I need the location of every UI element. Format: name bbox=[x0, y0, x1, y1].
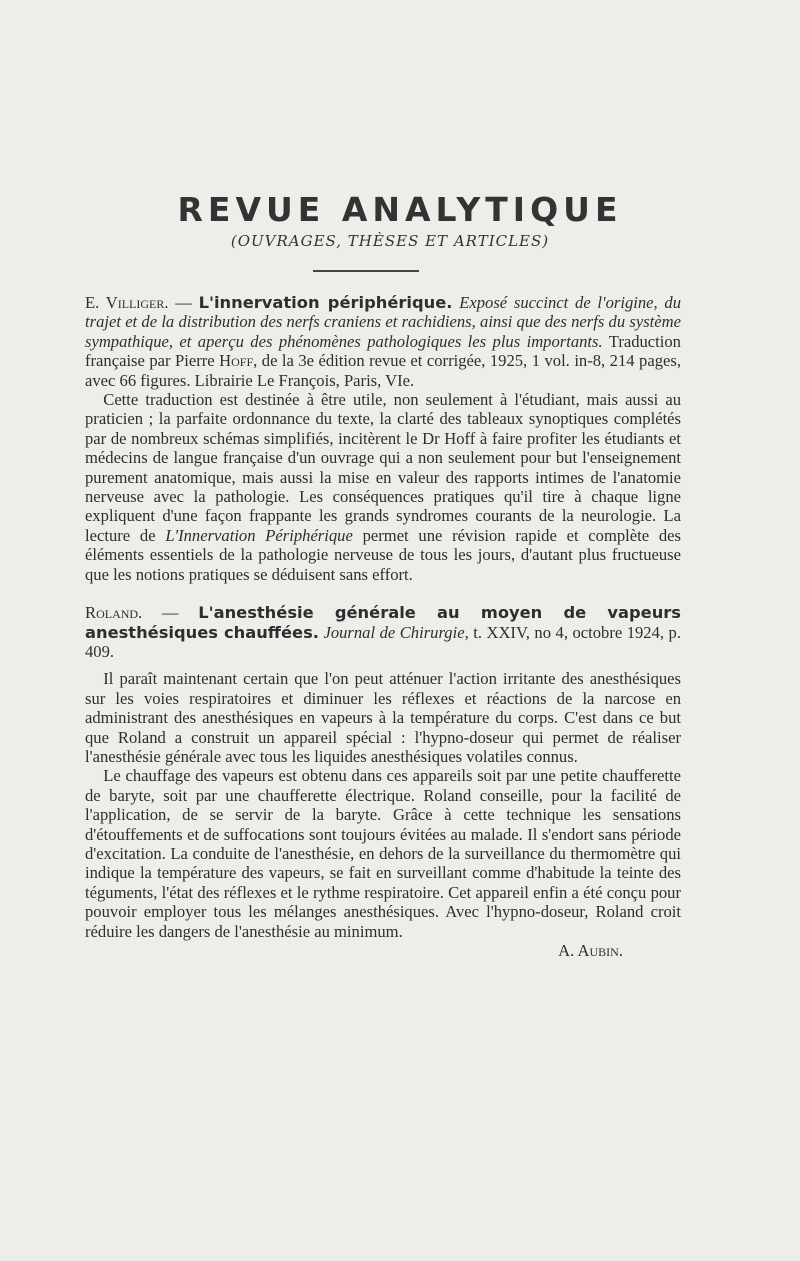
summary-italic-title: L'Innervation Périphérique bbox=[165, 525, 353, 545]
entry-title: L'innervation périphérique. bbox=[198, 293, 453, 312]
summary-text: Cette traduction est destinée à être utile, non seulement à l'étudiant, mais aussi au praticien ; la parfaite ordonnance du texte, la clarté des tableaux synoptiques complétés par de nombreux schémas simplifiés, incitèrent le Dr Hoff à faire profiter les étudiants et médecins de langue française d'un ouvrage qui a non seulement pour but l'enseignement purement anatomique, mais aussi la mise en valeur des rapports intimes de l'anatomie nerveuse avec la pathologie. Les conséquences pratiques qu'il tire à chaque ligne expliquent d'une façon frappante les grands syndromes courants de la neurologie. La lecture de bbox=[85, 390, 681, 545]
review-entry-villiger bbox=[85, 293, 681, 584]
entry-subtitle: Exposé succinct de l'origine, du trajet et de la distribution des nerfs craniens et rachidiens, ainsi que des nerfs du système sympathique, et aperçu des phénomènes pathologiques les plus importants. bbox=[85, 293, 682, 351]
section-title: REVUE ANALYTIQUE bbox=[177, 190, 623, 229]
section-subtitle: (OUVRAGES, THÈSES ET ARTICLES) bbox=[230, 232, 550, 250]
entry-author: E. Villiger. bbox=[85, 293, 169, 312]
entry-dash: — bbox=[168, 293, 199, 312]
title-divider bbox=[313, 270, 419, 272]
entry-paragraph-1: Il paraît maintenant certain que l'on peut atténuer l'action irritante des anesthésiques sur les voies respiratoires et diminuer les réflexes et réactions de la narcose en administrant des anesthésiques en vapeurs à la température du corps. C'est dans ce but que Roland a construit un appareil spécial : l'hypno-doseur qui permet de réaliser l'anesthésie générale avec tous les liquides anesthésiques volatiles connus. bbox=[85, 669, 681, 766]
entry-paragraph-2: Le chauffage des vapeurs est obtenu dans ces appareils soit par une petite chaufferette de baryte, soit par une chaufferette électrique. Roland conseille, pour la facilité de l'application, de se servir de la baryte. Grâce à cette technique les sensations d'étouffements et de suffocations sont toujours évitées au malade. Il s'endort sans période d'excitation. La conduite de l'anesthésie, en dehors de la surveillance du thermomètre qui indique la température des vapeurs, se fait en surveillant comme d'habitude la teinte des téguments, l'état des réflexes et le rythme respiratoire. Cet appareil enfin a été conçu pour pouvoir employer tous les mélanges anesthésiques. Avec l'hypno-doseur, Roland croit réduire les dangers de l'anesthésie au minimum. bbox=[85, 766, 681, 941]
entry-citation bbox=[85, 293, 681, 390]
entry-translation: Traduction française par Pierre bbox=[85, 331, 681, 371]
entry-publication: , de la 3e édition revue et corrigée, 1925, 1 vol. in-8, 214 pages, avec 66 figures. Librairie Le François, Paris, VIe. bbox=[85, 351, 681, 390]
entry-author: Roland. bbox=[85, 603, 143, 623]
summary-text-end: permet une révision rapide et complète des éléments essentiels de la pathologie nerveuse de tous les jours, d'autant plus fructueuse que les notions pratiques se déduisent sans effort. bbox=[85, 525, 681, 584]
entry-citation bbox=[85, 603, 681, 661]
entry-reference: t. XXIV, no 4, octobre 1924, p. 409. bbox=[85, 622, 681, 661]
entry-journal: Journal de Chirurgie, bbox=[318, 622, 469, 642]
entry-title: L'anesthésie générale au moyen de vapeurs anesthésiques chauffées. bbox=[85, 603, 682, 642]
entry-summary bbox=[85, 390, 681, 584]
review-signature: A. Aubin. bbox=[558, 941, 623, 960]
article-body bbox=[85, 293, 681, 960]
entry-dash: — bbox=[142, 603, 199, 623]
review-entry-roland bbox=[85, 603, 681, 960]
entry-translator: Hoff bbox=[219, 351, 254, 371]
